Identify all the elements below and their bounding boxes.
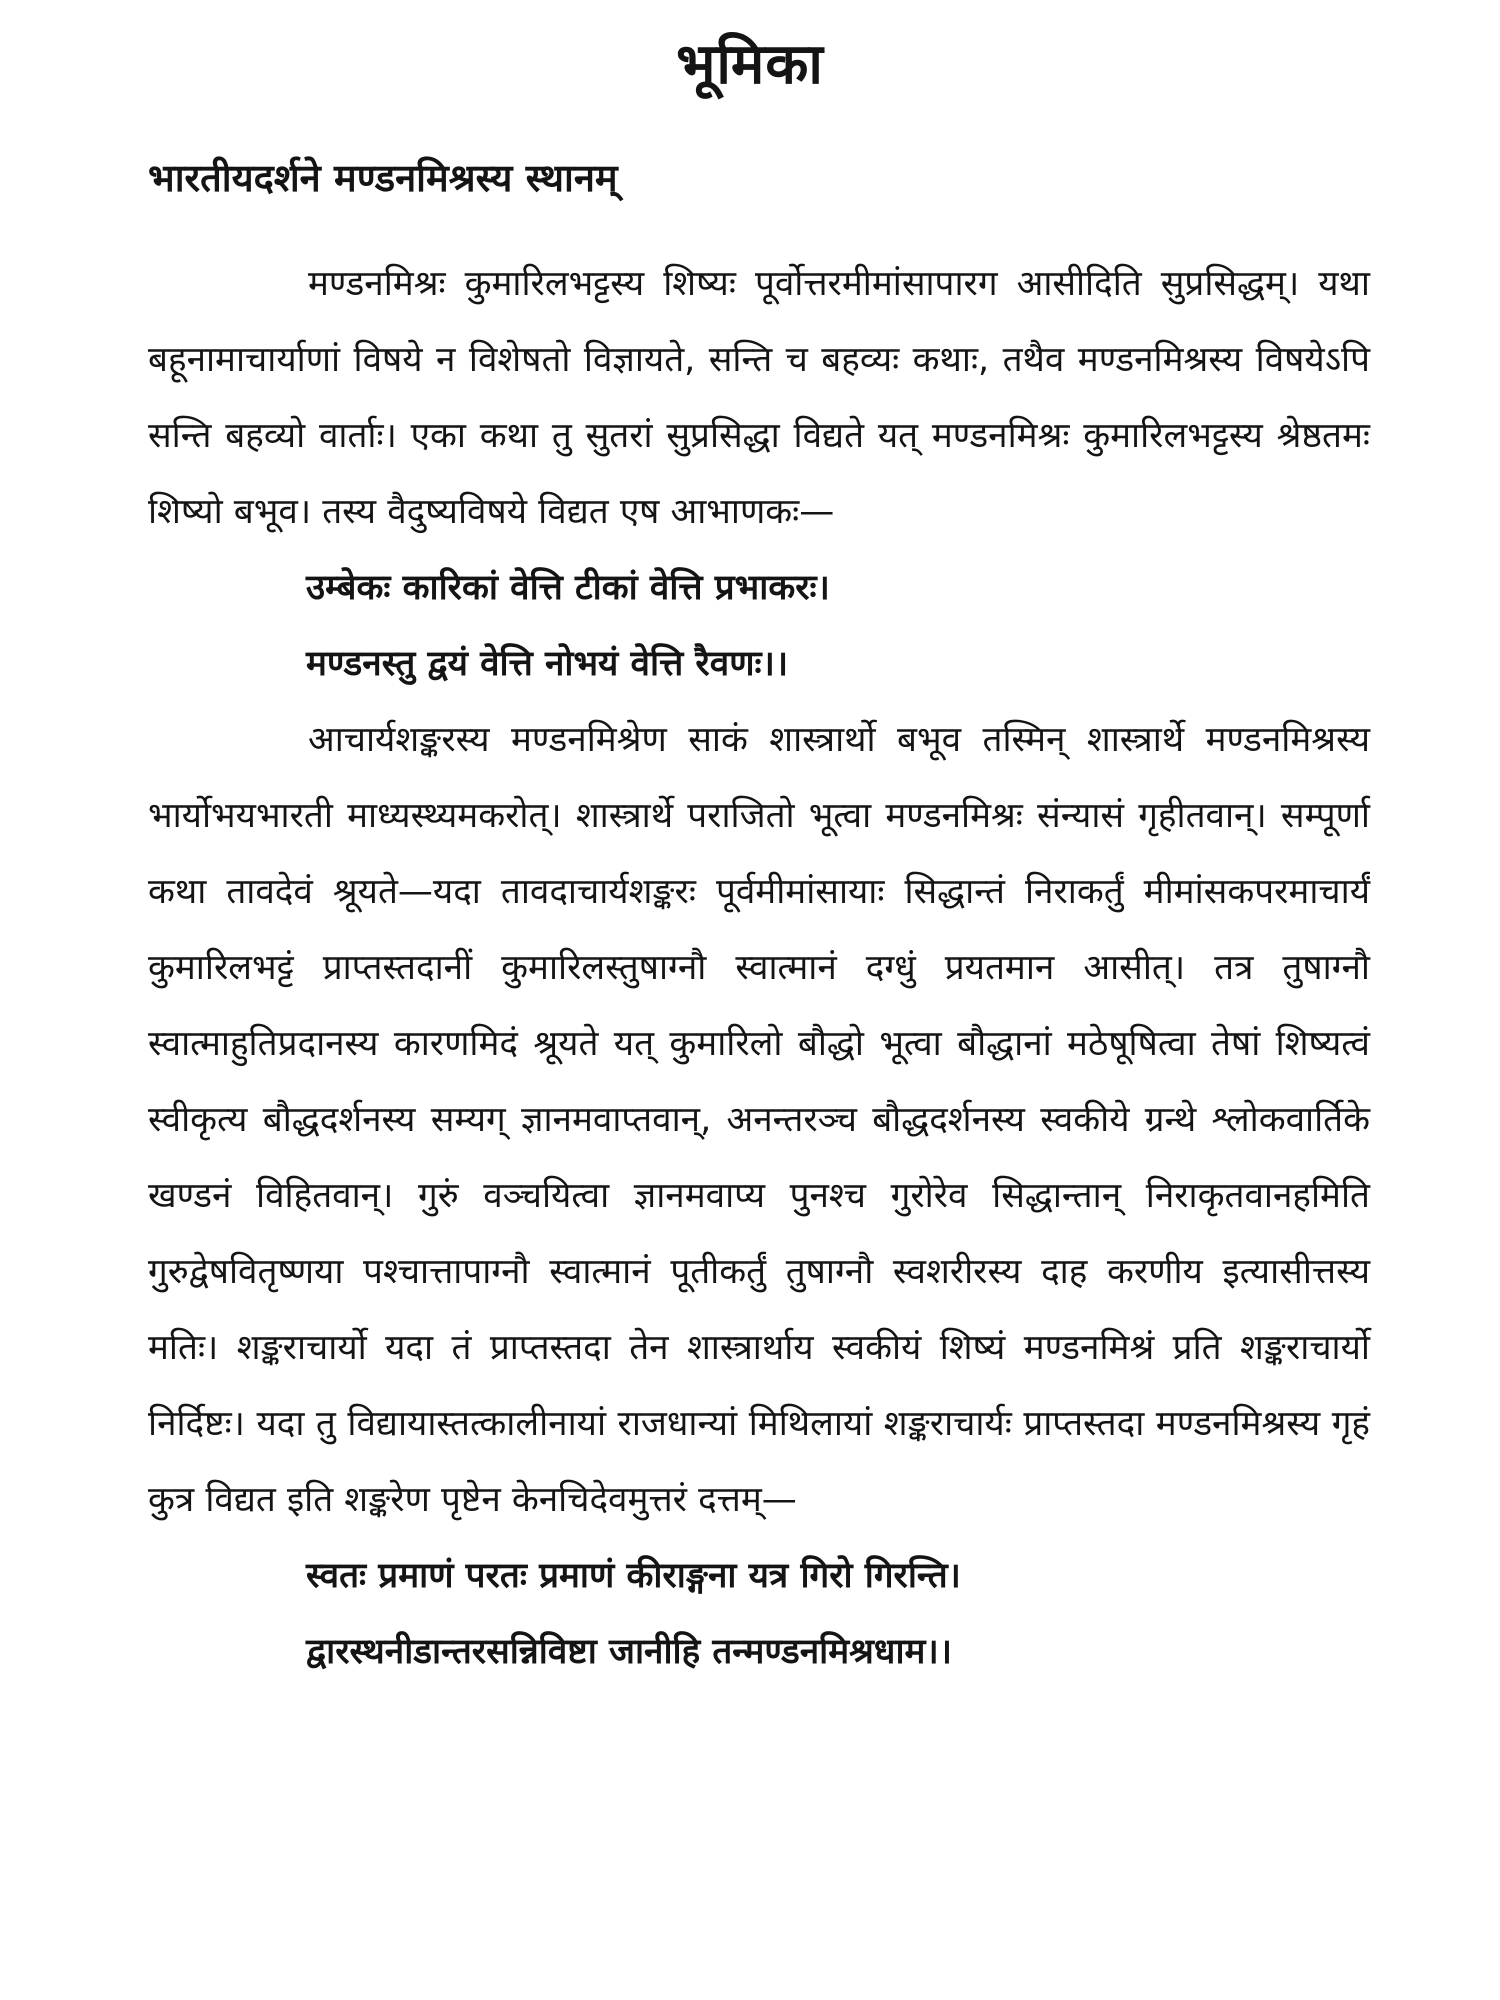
verse-2-line-1: स्वतः प्रमाणं परतः प्रमाणं कीराङ्गना यत्र गिरो गिरन्ति। — [306, 1556, 961, 1596]
paragraph-1: मण्डनमिश्रः कुमारिलभट्टस्य शिष्यः पूर्वोत्तरमीमांसापारग आसीदिति सुप्रसिद्धम्। यथा बहूनामाचार्याणां विषये न विशेषतो विज्ञायते, सन्ति च बहव्यः कथाः, तथैव मण्डनमिश्रस्य विषयेऽपि सन्ति बहव्यो वार्ताः। एका कथा तु सुतरां सुप्रसिद्धा विद्यते यत् मण्डनमिश्रः कुमारिलभट्टस्य श्रेष्ठतमः शिष्यो बभूव। तस्य वैदुष्यविषये विद्यत एष आभाणकः— — [148, 264, 1370, 532]
paragraph-2: आचार्यशङ्करस्य मण्डनमिश्रेण साकं शास्त्रार्थो बभूव तस्मिन् शास्त्रार्थे मण्डनमिश्रस्य भार्योभयभारती माध्यस्थ्यमकरोत्। शास्त्रार्थे पराजितो भूत्वा मण्डनमिश्रः संन्यासं गृहीतवान्। सम्पूर्णा कथा तावदेवं श्रूयते—यदा तावदाचार्यशङ्करः पूर्वमीमांसायाः सिद्धान्तं निराकर्तुं मीमांसकपरमाचार्यं कुमारिलभट्टं प्राप्तस्तदानीं कुमारिलस्तुषाग्नौ स्वात्मानं दग्धुं प्रयतमान आसीत्। तत्र तुषाग्नौ स्वात्माहुतिप्रदानस्य कारणमिदं श्रूयते यत् कुमारिलो बौद्धो भूत्वा बौद्धानां मठेषूषित्वा तेषां शिष्यत्वं स्वीकृत्य बौद्धदर्शनस्य सम्यग् ज्ञानमवाप्तवान्, अनन्तरञ्च बौद्धदर्शनस्य स्वकीये ग्रन्थे श्लोकवार्तिके खण्डनं विहितवान्। गुरुं वञ्चयित्वा ज्ञानमवाप्य पुनश्च गुरोरेव सिद्धान्तान् निराकृतवानहमिति गुरुद्वेषवितृष्णया पश्चात्तापाग्नौ स्वात्मानं पूतीकर्तुं तुषाग्नौ स्वशरीरस्य दाह करणीय इत्यासीत्तस्य मतिः। शङ्कराचार्यो यदा तं प्राप्तस्तदा तेन शास्त्रार्थाय स्वकीयं शिष्यं मण्डनमिश्रं प्रति शङ्कराचार्यो निर्दिष्टः। यदा तु विद्यायास्तत्कालीनायां राजधान्यां मिथिलायां शङ्कराचार्यः प्राप्तस्तदा मण्डनमिश्रस्य गृहं कुत्र विद्यत इति शङ्करेण पृष्टेन केनचिदेवमुत्तरं दत्तम्— — [148, 720, 1370, 1520]
verse-1-line-2: मण्डनस्तु द्वयं वेत्ति नोभयं वेत्ति रैवणः।। — [306, 644, 789, 684]
verse-2-line-2: द्वारस्थनीडान्तरसन्निविष्टा जानीहि तन्मण्डनमिश्रधाम।। — [306, 1632, 952, 1672]
verse-1-line-1: उम्बेकः कारिकां वेत्ति टीकां वेत्ति प्रभाकरः। — [306, 568, 830, 608]
section-heading: भारतीयदर्शने मण्डनमिश्रस्य स्थानम् — [148, 156, 618, 200]
page-title: भूमिका — [676, 32, 824, 97]
body-text — [148, 246, 1370, 1690]
